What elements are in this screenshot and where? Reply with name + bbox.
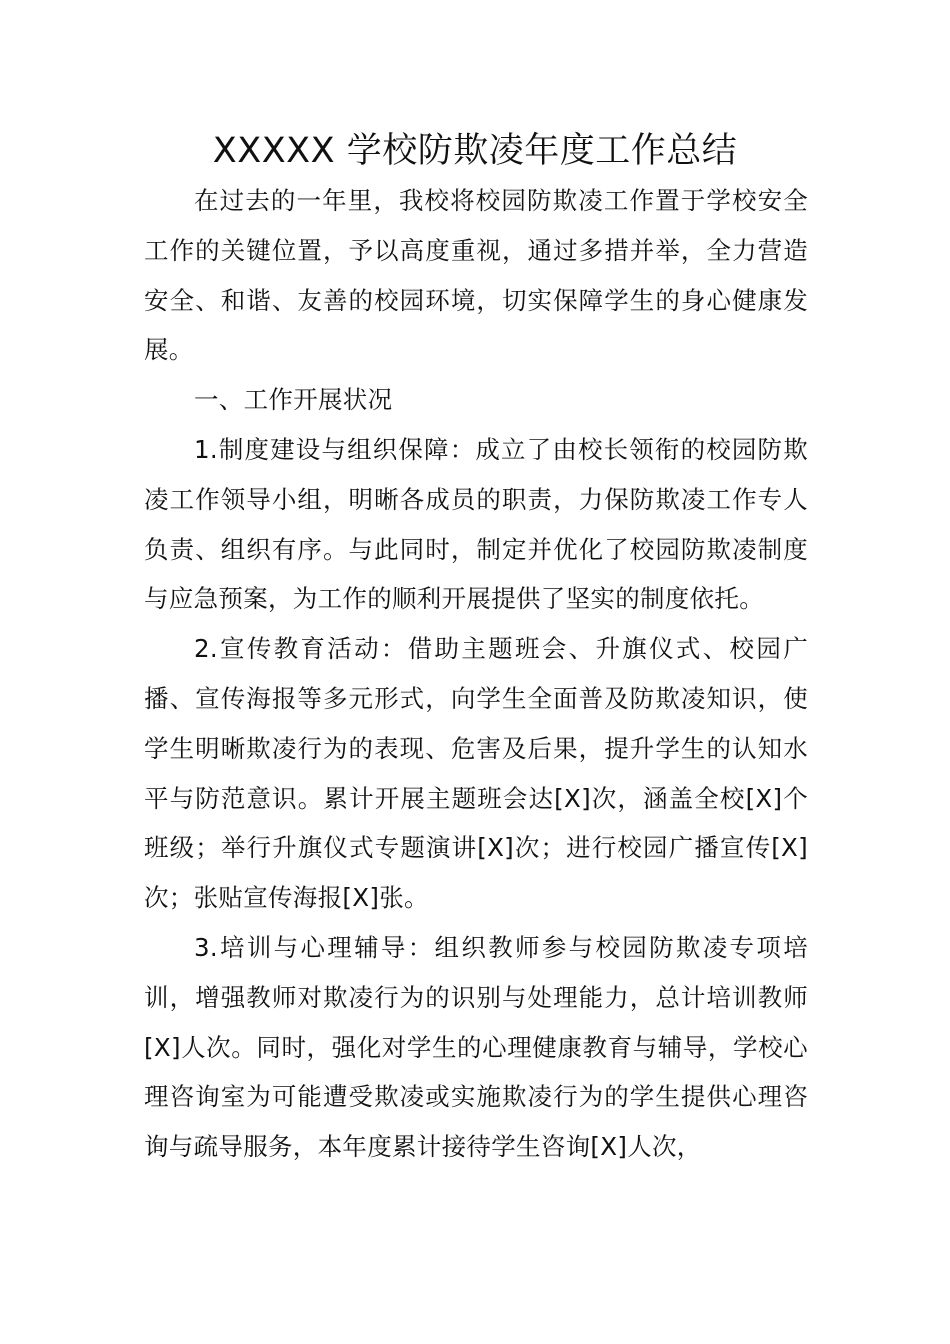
section-heading: 一、工作开展状况 bbox=[194, 385, 393, 415]
intro-paragraph: 在过去的一年里，我校将校园防欺凌工作置于学校安全工作的关键位置，予以高度重视，通过多措并举，全力营造安全、和谐、友善的校园环境，切实保障学生的身心健康发展。 bbox=[144, 186, 808, 365]
paragraph-publicity-education: 2.宣传教育活动：借助主题班会、升旗仪式、校园广播、宣传海报等多元形式，向学生全面普及防欺凌知识，使学生明晰欺凌行为的表现、危害及后果，提升学生的认知水平与防范意识。累计开展主题班会达[X]次，涵盖全校[X]个班级；举行升旗仪式专题演讲[X]次；进行校园广播宣传[X]次；张贴宣传海报[X]张。 bbox=[144, 634, 808, 913]
paragraph-system-building: 1.制度建设与组织保障：成立了由校长领衔的校园防欺凌工作领导小组，明晰各成员的职责，力保防欺凌工作专人负责、组织有序。与此同时，制定并优化了校园防欺凌制度与应急预案，为工作的顺利开展提供了坚实的制度依托。 bbox=[144, 434, 808, 614]
paragraph-training-counseling: 3.培训与心理辅导：组织教师参与校园防欺凌专项培训，增强教师对欺凌行为的识别与处理能力，总计培训教师[X]人次。同时，强化对学生的心理健康教育与辅导，学校心理咨询室为可能遭受欺凌或实施欺凌行为的学生提供心理咨询与疏导服务，本年度累计接待学生咨询[X]人次， bbox=[144, 932, 808, 1162]
document-body bbox=[144, 176, 808, 1172]
document-title: XXXXX 学校防欺凌年度工作总结 bbox=[212, 131, 738, 171]
